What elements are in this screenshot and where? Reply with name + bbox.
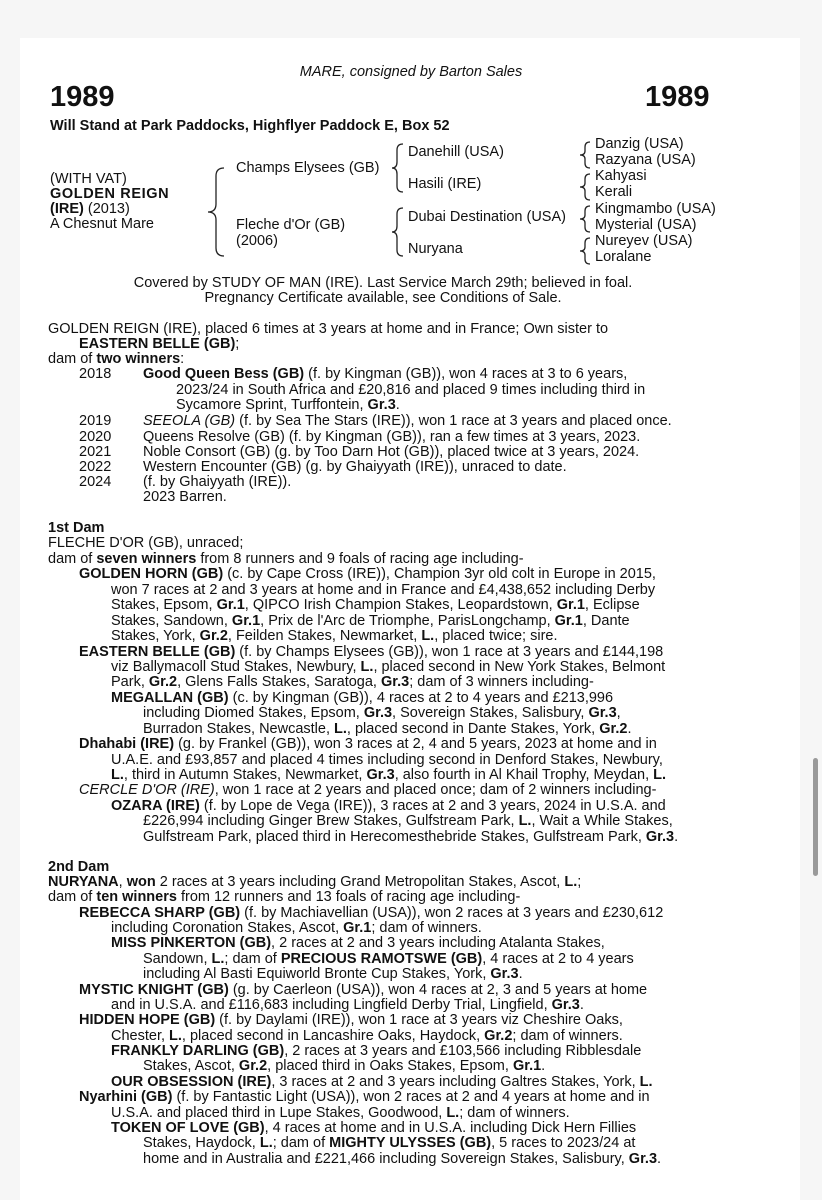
text-line: dam of two winners: (48, 351, 185, 367)
text-line: Burradon Stakes, Newcastle, L., placed second in Dante Stakes, York, Gr.2. (143, 721, 632, 737)
pedigree-dam-dam: Nuryana (408, 241, 463, 257)
section-heading-1st-dam: 1st Dam (48, 520, 105, 536)
text-line: U.A.E. and £93,857 and placed 4 times including second in Denford Stakes, Newbury, (111, 752, 663, 768)
location-line: Will Stand at Park Paddocks, Highflyer Paddock E, Box 52 (50, 118, 450, 134)
pedigree-dsd: Mysterial (USA) (595, 217, 697, 233)
text-line: including Al Basti Equiworld Bronte Cup Stakes, York, Gr.3. (143, 966, 523, 982)
text-line: MYSTIC KNIGHT (GB) (g. by Caerleon (USA)), won 4 races at 2, 3 and 5 years at home (79, 982, 648, 998)
text-line: viz Ballymacoll Stud Stakes, Newbury, L., placed second in New York Stakes, Belmont (111, 659, 666, 675)
text-line: OZARA (IRE) (f. by Lope de Vega (IRE)), 3 races at 2 and 3 years, 2024 in U.S.A. and (111, 798, 666, 814)
text-line: Stakes, Ascot, Gr.2, placed third in Oaks Stakes, Epsom, Gr.1. (143, 1058, 546, 1074)
text-line: FLECHE D'OR (GB), unraced; (48, 535, 244, 551)
horse-name: GOLDEN REIGN (50, 186, 170, 202)
foal-year: 2019 (79, 413, 112, 429)
pedigree-sire: Champs Elysees (GB) (236, 160, 380, 176)
section-heading-2nd-dam: 2nd Dam (48, 859, 110, 875)
text-line: Stakes, York, Gr.2, Feilden Stakes, Newmarket, L., placed twice; sire. (111, 628, 558, 644)
vat-note: (WITH VAT) (50, 171, 127, 187)
pregnancy-line: Pregnancy Certificate available, see Conditions of Sale. (204, 290, 562, 306)
text-line: Stakes, Haydock, L.; dam of MIGHTY ULYSSES (GB), 5 races to 2023/24 at (143, 1135, 636, 1151)
pedigree-sire-dam: Hasili (IRE) (408, 176, 482, 192)
text-line: EASTERN BELLE (GB) (f. by Champs Elysees (GB)), won 1 race at 3 years and £144,198 (79, 644, 664, 660)
pedigree-sds: Kahyasi (595, 168, 647, 184)
text-line: U.S.A. and placed third in Lupe Stakes, Goodwood, L.; dam of winners. (111, 1105, 570, 1121)
text-line: OUR OBSESSION (IRE), 3 races at 2 and 3 years including Galtres Stakes, York, L. (111, 1074, 653, 1090)
horse-year: (2013) (83, 201, 130, 217)
text-line: 2023/24 in South Africa and £20,816 and placed 9 times including third in (176, 382, 646, 398)
text-line: Noble Consort (GB) (g. by Too Darn Hot (GB)), placed twice at 3 years, 2024. (143, 444, 640, 460)
pedigree-sire-sire: Danehill (USA) (408, 144, 504, 160)
text-line: Nyarhini (GB) (f. by Fantastic Light (USA)), won 2 races at 2 and 4 years at home and in (79, 1089, 650, 1105)
text-line: Park, Gr.2, Glens Falls Stakes, Saratoga, Gr.3; dam of 3 winners including- (111, 674, 594, 690)
text-line: EASTERN BELLE (GB); (79, 336, 240, 352)
covered-line: Covered by STUDY OF MAN (IRE). Last Service March 29th; believed in foal. (133, 275, 633, 291)
pedigree-dam: Fleche d'Or (GB) (236, 217, 346, 233)
foal-year: 2021 (79, 444, 112, 460)
pedigree-ssd: Razyana (USA) (595, 152, 696, 168)
foal-year: 2020 (79, 429, 112, 445)
text-line: home and in Australia and £221,466 including Sovereign Stakes, Salisbury, Gr.3. (143, 1151, 662, 1167)
text-line: SEEOLA (GB) (f. by Sea The Stars (IRE)), won 1 race at 3 years and placed once. (143, 413, 672, 429)
horse-country: (IRE) (50, 201, 84, 217)
text-line: £226,994 including Ginger Brew Stakes, Gulfstream Park, L., Wait a While Stakes, (143, 813, 673, 829)
pedigree-dam-sire: Dubai Destination (USA) (408, 209, 566, 225)
text-line: HIDDEN HOPE (GB) (f. by Daylami (IRE)), won 1 race at 3 years viz Cheshire Oaks, (79, 1012, 623, 1028)
horse-description: A Chesnut Mare (50, 216, 154, 232)
text-line: Good Queen Bess (GB) (f. by Kingman (GB)), won 4 races at 3 to 6 years, (143, 366, 628, 382)
text-line: FRANKLY DARLING (GB), 2 races at 3 years and £103,566 including Ribblesdale (111, 1043, 642, 1059)
foal-year: 2022 (79, 459, 112, 475)
text-line: 2023 Barren. (143, 489, 227, 505)
text-line: (f. by Ghaiyyath (IRE)). (143, 474, 292, 490)
text-line: REBECCA SHARP (GB) (f. by Machiavellian (USA)), won 2 races at 3 years and £230,612 (79, 905, 664, 921)
lot-year-left: 1989 (50, 81, 115, 113)
text-line: L., third in Autumn Stakes, Newmarket, Gr.3, also fourth in Al Khail Trophy, Meydan, L. (111, 767, 667, 783)
text-line: MEGALLAN (GB) (c. by Kingman (GB)), 4 races at 2 to 4 years and £213,996 (111, 690, 614, 706)
text-line: dam of seven winners from 8 runners and 9 foals of racing age including- (48, 551, 524, 567)
text-line: Stakes, Sandown, Gr.1, Prix de l'Arc de Triomphe, ParisLongchamp, Gr.1, Dante (111, 613, 630, 629)
text-line: including Coronation Stakes, Ascot, Gr.1; dam of winners. (111, 920, 482, 936)
text-line: NURYANA, won 2 races at 3 years including Grand Metropolitan Stakes, Ascot, L.; (48, 874, 582, 890)
foal-year: 2024 (79, 474, 112, 490)
pedigree-dam-year: (2006) (236, 233, 278, 249)
text-line: TOKEN OF LOVE (GB), 4 races at home and in U.S.A. including Dick Hern Fillies (111, 1120, 637, 1136)
text-line: dam of ten winners from 12 runners and 13 foals of racing age including- (48, 889, 521, 905)
pedigree-ddd: Loralane (595, 249, 652, 265)
pedigree-sss: Danzig (USA) (595, 136, 684, 152)
text-line: Stakes, Epsom, Gr.1, QIPCO Irish Champion Stakes, Leopardstown, Gr.1, Eclipse (111, 597, 640, 613)
pedigree-dss: Kingmambo (USA) (595, 201, 716, 217)
consignment-line: MARE, consigned by Barton Sales (299, 64, 523, 80)
foal-year: 2018 (79, 366, 112, 382)
text-line: Queens Resolve (GB) (f. by Kingman (GB)), ran a few times at 3 years, 2023. (143, 429, 641, 445)
text-line: Sycamore Sprint, Turffontein, Gr.3. (176, 397, 400, 413)
lot-year-right: 1989 (645, 81, 710, 113)
text-line: CERCLE D'OR (IRE), won 1 race at 2 years and placed once; dam of 2 winners including- (79, 782, 657, 798)
text-line: won 7 races at 2 and 3 years at home and in France and £4,438,652 including Derby (111, 582, 656, 598)
text-line: including Diomed Stakes, Epsom, Gr.3, Sovereign Stakes, Salisbury, Gr.3, (143, 705, 621, 721)
pedigree-dds: Nureyev (USA) (595, 233, 693, 249)
text-line: GOLDEN HORN (GB) (c. by Cape Cross (IRE)), Champion 3yr old colt in Europe in 2015, (79, 566, 656, 582)
text-line: Dhahabi (IRE) (g. by Frankel (GB)), won 3 races at 2, 4 and 5 years, 2023 at home and in (79, 736, 657, 752)
text-line: MISS PINKERTON (GB), 2 races at 2 and 3 years including Atalanta Stakes, (111, 935, 605, 951)
text-line: Western Encounter (GB) (g. by Ghaiyyath (IRE)), unraced to date. (143, 459, 567, 475)
text-line: Sandown, L.; dam of PRECIOUS RAMOTSWE (GB), 4 races at 2 to 4 years (143, 951, 634, 967)
vertical-scrollbar[interactable] (813, 758, 818, 876)
text-line: Gulfstream Park, placed third in Herecomesthebride Stakes, Gulfstream Park, Gr.3. (143, 829, 679, 845)
text-line: and in U.S.A. and £116,683 including Lingfield Derby Trial, Lingfield, Gr.3. (111, 997, 584, 1013)
text-line: Chester, L., placed second in Lancashire Oaks, Haydock, Gr.2; dam of winners. (111, 1028, 623, 1044)
text-line: GOLDEN REIGN (IRE), placed 6 times at 3 years at home and in France; Own sister to (48, 321, 609, 337)
pedigree-sdd: Kerali (595, 184, 633, 200)
